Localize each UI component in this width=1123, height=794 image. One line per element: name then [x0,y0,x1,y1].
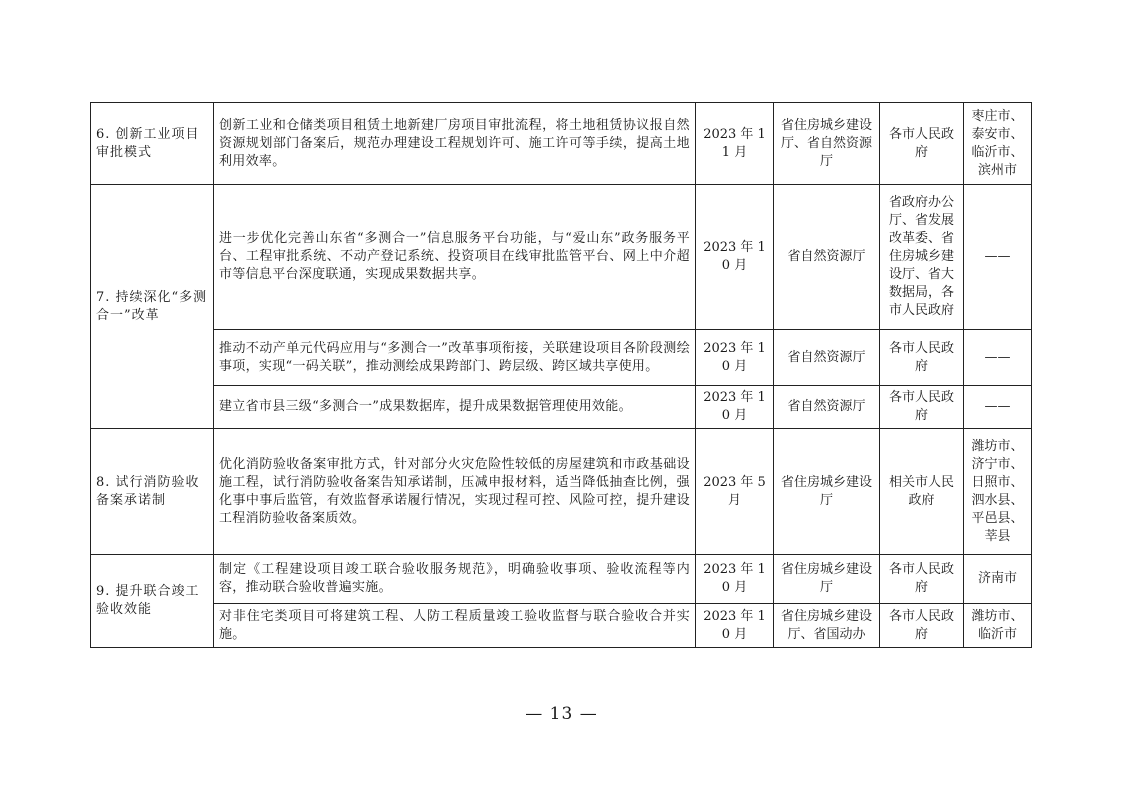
pilot-area: 潍坊市、临沂市 [964,604,1032,648]
table-row [91,604,1032,648]
deadline: 2023 年 10 月 [696,185,774,330]
lead-unit: 省自然资源厅 [774,185,880,330]
cooperating-unit: 各市人民政府 [880,604,964,648]
cooperating-unit: 各市人民政府 [880,103,964,185]
deadline: 2023 年 10 月 [696,555,774,604]
task-description: 进一步优化完善山东省“多测合一”信息服务平台功能，与“爱山东”政务服务平台、工程审批系统、不动产登记系统、投资项目在线审批监管平台、网上中介超市等信息平台深度联通，实现成果数据共享。 [214,185,696,330]
page-number: — 13 — [525,704,598,724]
pilot-area: 济南市 [964,555,1032,604]
lead-unit: 省住房城乡建设厅、省国动办 [774,604,880,648]
task-name: 9. 提升联合竣工验收效能 [91,555,214,648]
lead-unit: 省住房城乡建设厅、省自然资源厅 [774,103,880,185]
deadline: 2023 年 10 月 [696,604,774,648]
task-name: 7. 持续深化“多测合一”改革 [91,185,214,429]
task-description: 创新工业和仓储类项目租赁土地新建厂房项目审批流程，将土地租赁协议报自然资源规划部门备案后，规范办理建设工程规划许可、施工许可等手续，提高土地利用效率。 [214,103,696,185]
task-description: 推动不动产单元代码应用与“多测合一”改革事项衔接，关联建设项目各阶段测绘事项，实现“一码关联”，推动测绘成果跨部门、跨层级、跨区域共享使用。 [214,330,696,386]
task-description: 对非住宅类项目可将建筑工程、人防工程质量竣工验收监督与联合验收合并实施。 [214,604,696,648]
pilot-area: —— [964,386,1032,429]
cooperating-unit: 省政府办公厅、省发展改革委、省住房城乡建设厅、省大数据局，各市人民政府 [880,185,964,330]
task-description: 优化消防验收备案审批方式，针对部分火灾危险性较低的房屋建筑和市政基础设施工程，试行消防验收备案告知承诺制，压减申报材料，适当降低抽查比例，强化事中事后监管，有效监督承诺履行情况，实现过程可控、风险可控，提升建设工程消防验收备案质效。 [214,429,696,555]
table-row [91,330,1032,386]
task-name: 8. 试行消防验收备案承诺制 [91,429,214,555]
pilot-area: —— [964,185,1032,330]
task-description: 建立省市县三级“多测合一”成果数据库，提升成果数据管理使用效能。 [214,386,696,429]
table-row [91,555,1032,604]
pilot-area: 潍坊市、济宁市、日照市、泗水县、平邑县、莘县 [964,429,1032,555]
lead-unit: 省自然资源厅 [774,330,880,386]
cooperating-unit: 相关市人民政府 [880,429,964,555]
deadline: 2023 年 10 月 [696,386,774,429]
task-description: 制定《工程建设项目竣工联合验收服务规范》，明确验收事项、验收流程等内容，推动联合验收普遍实施。 [214,555,696,604]
lead-unit: 省住房城乡建设厅 [774,429,880,555]
cooperating-unit: 各市人民政府 [880,555,964,604]
pilot-area: —— [964,330,1032,386]
deadline: 2023 年 10 月 [696,330,774,386]
task-name: 6. 创新工业项目审批模式 [91,103,214,185]
table-row [91,429,1032,555]
deadline: 2023 年 11 月 [696,103,774,185]
lead-unit: 省住房城乡建设厅 [774,555,880,604]
deadline: 2023 年 5 月 [696,429,774,555]
pilot-area: 枣庄市、泰安市、临沂市、滨州市 [964,103,1032,185]
reform-task-table [90,102,1032,648]
lead-unit: 省自然资源厅 [774,386,880,429]
cooperating-unit: 各市人民政府 [880,330,964,386]
cooperating-unit: 各市人民政府 [880,386,964,429]
table-row [91,185,1032,330]
table-row [91,103,1032,185]
table-row [91,386,1032,429]
